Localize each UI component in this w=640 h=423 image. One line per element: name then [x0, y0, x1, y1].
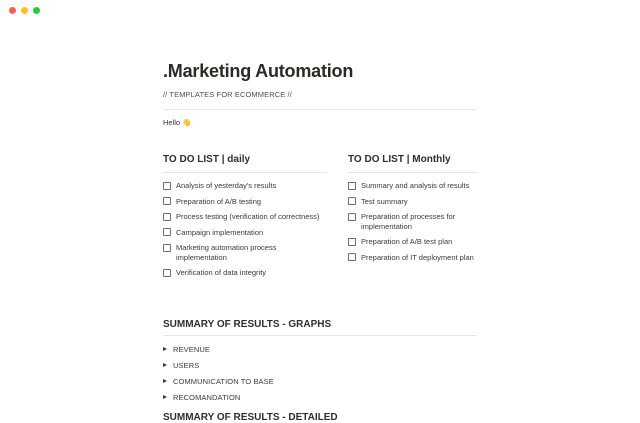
todo-item-label: Preparation of processes for implementation: [361, 212, 456, 231]
toggle-item-users[interactable]: [163, 361, 477, 370]
toggle-triangle-icon[interactable]: [163, 347, 167, 351]
todo-columns: [163, 154, 477, 284]
checkbox[interactable]: [348, 213, 356, 221]
checkbox[interactable]: [163, 213, 171, 221]
checkbox[interactable]: [348, 238, 356, 246]
window-controls: [9, 7, 40, 14]
checkbox[interactable]: [348, 182, 356, 190]
todo-daily-column: [163, 154, 327, 284]
close-window-button[interactable]: [9, 7, 16, 14]
todo-item-label: Analysis of yesterday's results: [176, 181, 277, 190]
todo-item[interactable]: [348, 212, 478, 231]
page-subtitle: // TEMPLATES FOR ECOMMERCE //: [163, 90, 292, 99]
toggle-item-revenue[interactable]: [163, 345, 477, 354]
todo-item[interactable]: [348, 253, 478, 263]
checkbox[interactable]: [348, 253, 356, 261]
toggle-triangle-icon[interactable]: [163, 379, 167, 383]
toggle-triangle-icon[interactable]: [163, 395, 167, 399]
toggle-label: RECOMANDATION: [173, 392, 241, 402]
todo-item[interactable]: [348, 237, 478, 247]
todo-item[interactable]: [163, 197, 327, 207]
todo-item-label: Preparation of A/B test plan: [361, 237, 453, 246]
summary-detailed-heading: SUMMARY OF RESULTS - DETAILED: [163, 411, 338, 423]
todo-item[interactable]: [163, 212, 327, 222]
todo-daily-heading: TO DO LIST | daily: [163, 154, 251, 165]
page-content: [163, 61, 477, 423]
todo-item-label: Verification of data integrity: [176, 268, 267, 277]
checkbox[interactable]: [163, 182, 171, 190]
toggle-list: [163, 345, 477, 402]
todo-item[interactable]: [348, 181, 478, 191]
checkbox[interactable]: [163, 269, 171, 277]
toggle-item-communication-to-base[interactable]: [163, 377, 477, 386]
greeting-text: Hello 👋: [163, 118, 192, 127]
checkbox[interactable]: [163, 197, 171, 205]
summary-graphs-section: [163, 319, 477, 402]
toggle-label: USERS: [173, 360, 200, 370]
divider: [348, 172, 478, 173]
todo-item-label: Marketing automation process implementation: [176, 243, 277, 262]
todo-item[interactable]: [163, 181, 327, 191]
todo-item-label: Summary and analysis of results: [361, 181, 470, 190]
toggle-label: REVENUE: [173, 344, 210, 354]
todo-item-label: Campaign implementation: [176, 227, 264, 237]
summary-detailed-section: [163, 412, 477, 423]
todo-item[interactable]: [348, 197, 478, 207]
checkbox[interactable]: [348, 197, 356, 205]
todo-monthly-column: [348, 154, 478, 284]
divider: [163, 109, 477, 110]
checkbox[interactable]: [163, 244, 171, 252]
minimize-window-button[interactable]: [21, 7, 28, 14]
divider: [163, 335, 477, 336]
zoom-window-button[interactable]: [33, 7, 40, 14]
todo-item[interactable]: [163, 268, 327, 278]
todo-monthly-heading: TO DO LIST | Monthly: [348, 154, 451, 165]
toggle-item-recomandation[interactable]: [163, 393, 477, 402]
todo-item[interactable]: [163, 228, 327, 238]
toggle-label: COMMUNICATION TO BASE: [173, 376, 274, 386]
todo-item-label: Process testing (verification of correctness): [176, 212, 320, 221]
toggle-triangle-icon[interactable]: [163, 363, 167, 367]
divider: [163, 172, 327, 173]
summary-graphs-heading: SUMMARY OF RESULTS - GRAPHS: [163, 318, 332, 330]
todo-item-label: Test summary: [361, 196, 408, 206]
page-title: .Marketing Automation: [163, 61, 354, 81]
todo-item-label: Preparation of A/B testing: [176, 196, 262, 206]
todo-item[interactable]: [163, 243, 327, 262]
todo-item-label: Preparation of IT deployment plan: [361, 252, 474, 262]
checkbox[interactable]: [163, 228, 171, 236]
